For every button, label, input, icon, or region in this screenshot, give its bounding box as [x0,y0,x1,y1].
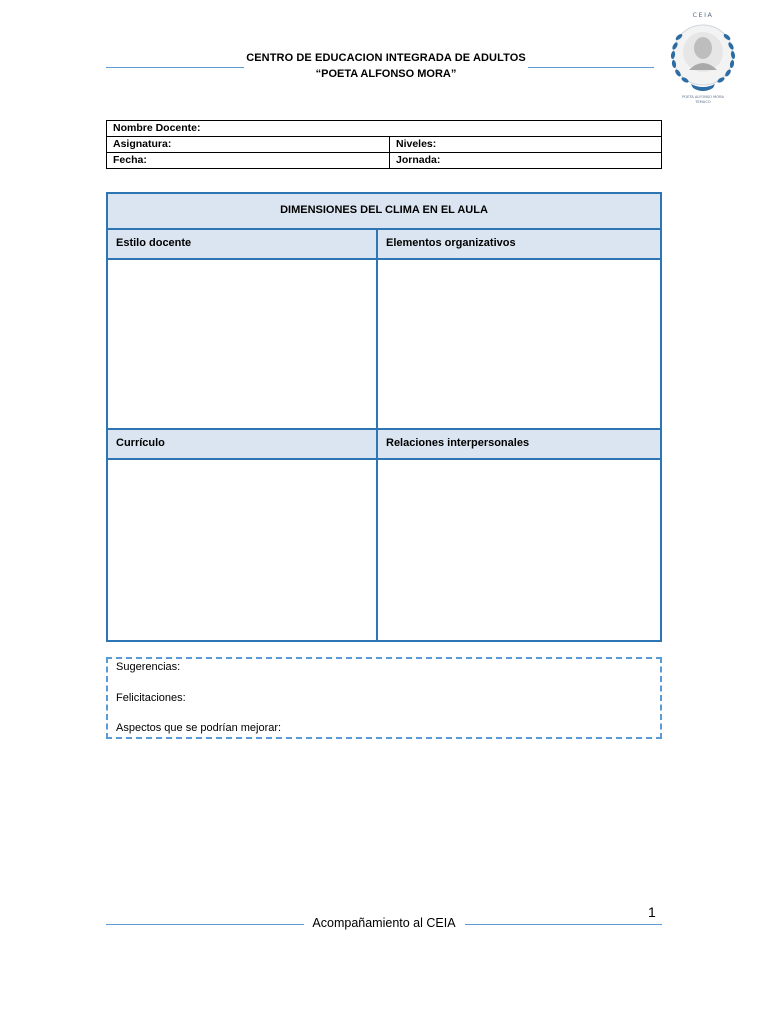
curriculo-area[interactable] [108,460,376,640]
asignatura-label: Asignatura: [107,137,390,153]
institution-subtitle: “POETA ALFONSO MORA” [315,68,457,80]
niveles-label: Niveles: [390,137,662,153]
page-number: 1 [648,904,656,920]
felicitaciones-label: Felicitaciones: [116,692,186,704]
jornada-label: Jornada: [390,153,662,169]
elementos-organizativos-area[interactable] [378,260,660,428]
footer-text: Acompañamiento al CEIA [312,916,456,930]
feedback-box [106,657,662,739]
logo-city-text: TEMUCO [695,100,711,104]
institution-name: CENTRO DE EDUCACION INTEGRADA DE ADULTOS [246,52,526,64]
relaciones-interpersonales-area[interactable] [378,460,660,640]
cell-head-relaciones-interpersonales: Relaciones interpersonales [378,430,660,460]
sugerencias-label: Sugerencias: [116,661,181,673]
classroom-climate-grid [106,192,662,642]
cell-head-elementos-organizativos: Elementos organizativos [378,230,660,260]
nombre-docente-label: Nombre Docente: [107,121,662,137]
footer-rule-left [106,924,304,925]
ceia-seal-icon [665,8,741,104]
cell-head-estilo-docente: Estilo docente [108,230,376,260]
logo-top-text: CEIA [692,11,714,19]
cell-head-curriculo: Currículo [108,430,376,460]
footer-rule-right [465,924,662,925]
teacher-info-table [106,120,662,169]
header-rule-right [528,67,654,68]
logo-bottom-text: POETA ALFONSO MORA [682,95,724,99]
estilo-docente-area[interactable] [108,260,376,428]
fecha-label: Fecha: [107,153,390,169]
ceia-logo [665,8,741,104]
grid-title: DIMENSIONES DEL CLIMA EN EL AULA [108,194,660,230]
header-rule-left [106,67,244,68]
aspectos-mejorar-label: Aspectos que se podrían mejorar: [116,722,282,734]
